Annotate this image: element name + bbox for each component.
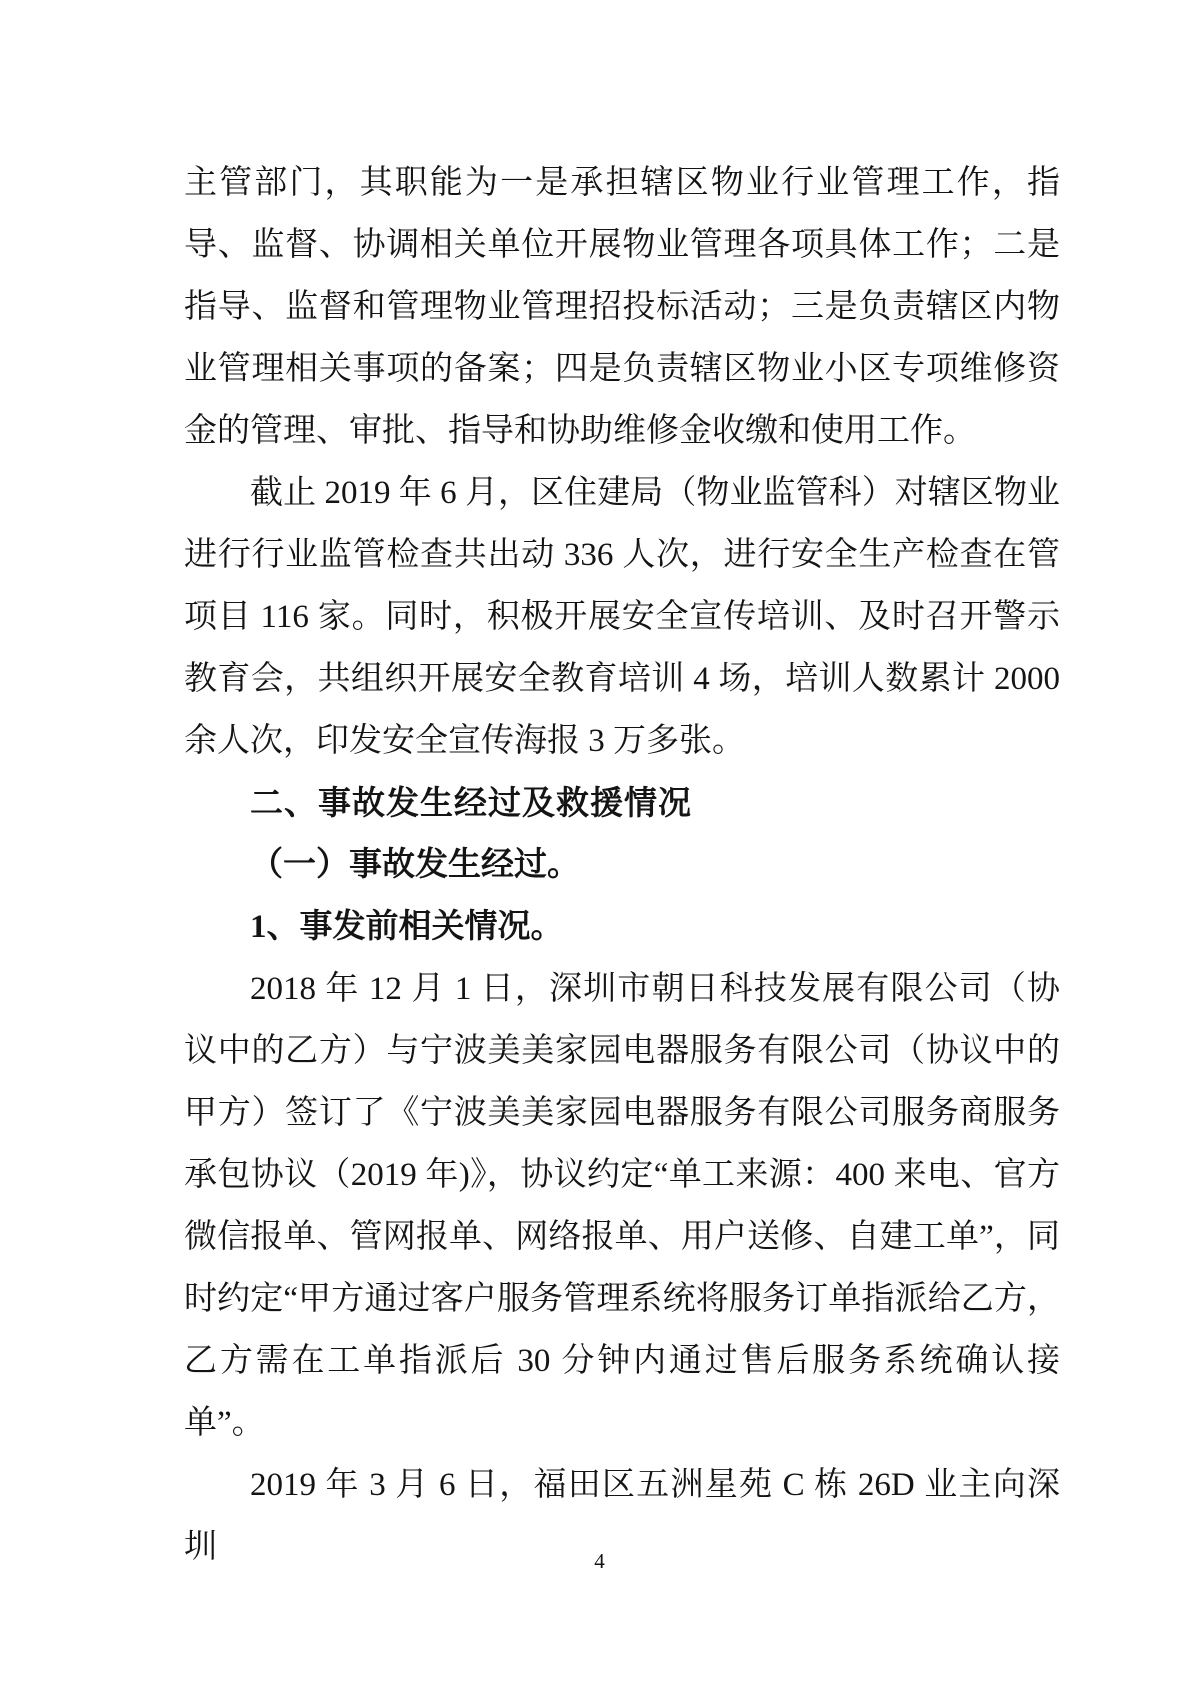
item-heading: 1、事发前相关情况。 <box>250 909 564 945</box>
page-number: 4 <box>594 1549 605 1573</box>
body-paragraph: 2019 年 3 月 6 日，福田区五洲星苑 C 栋 26D 业主向深圳 <box>184 1467 1060 1565</box>
section-heading: 二、事故发生经过及救援情况 <box>250 784 692 821</box>
body-paragraph-continuation: 主管部门，其职能为一是承担辖区物业行业管理工作，指导、监督、协调相关单位开展物业管理各项具体工作；二是指导、监督和管理物业管理招投标活动；三是负责辖区内物业管理相关事项的备案；四是负责辖区物业小区专项维修资金的管理、审批、指导和协助维修金收缴和使用工作。 <box>184 165 1060 449</box>
body-paragraph: 2018 年 12 月 1 日，深圳市朝日科技发展有限公司（协议中的乙方）与宁波美美家园电器服务有限公司（协议中的甲方）签订了《宁波美美家园电器服务有限公司服务商服务承包协议（2019 年)》，协议约定“单工来源：400 来电、官方微信报单、管网报单、网络报单、用户送修、自建工单”，同时约定“甲方通过客户服务管理系统将服务订单指派给乙方，乙方需在工单指派后 30 分钟内通过售后服务系统确认接单”。 <box>184 971 1060 1441</box>
body-paragraph: 截止 2019 年 6 月，区住建局（物业监管科）对辖区物业进行行业监管检查共出动 336 人次，进行安全生产检查在管项目 116 家。同时，积极开展安全宣传培训、及时召开警示教育会，共组织开展安全教育培训 4 场，培训人数累计 2000 余人次，印发安全宣传海报 3 万多张。 <box>184 475 1060 759</box>
document-content <box>184 152 1060 1578</box>
subsection-heading: （一）事故发生经过。 <box>250 847 580 883</box>
